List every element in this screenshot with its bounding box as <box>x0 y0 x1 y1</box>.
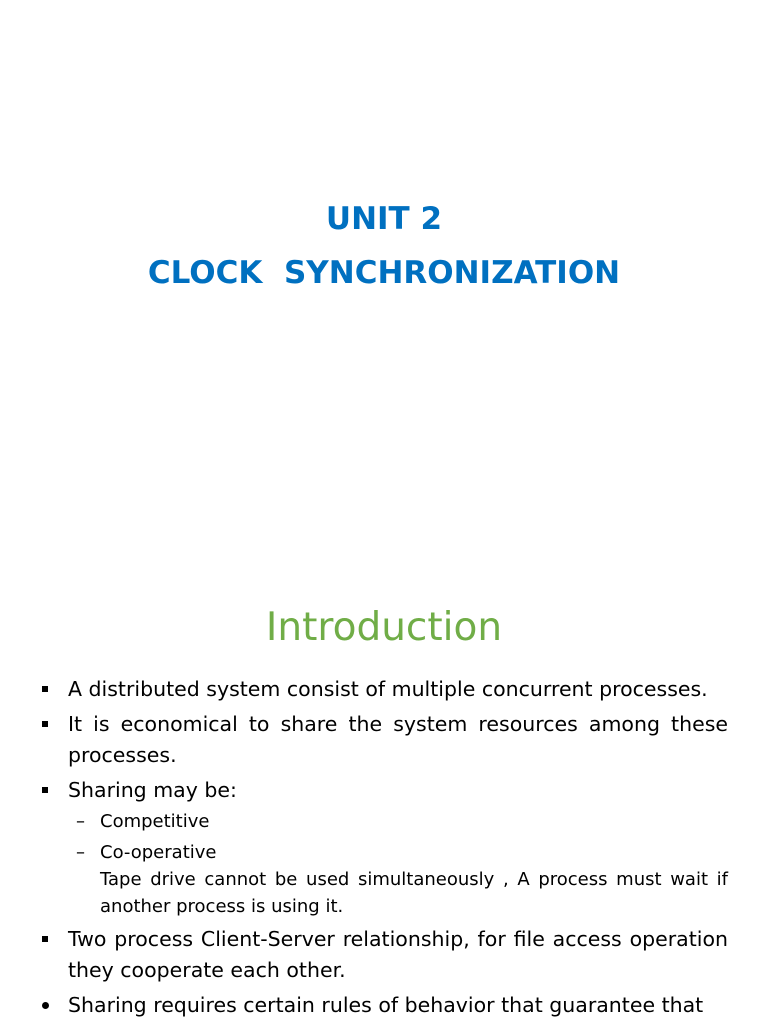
dash-bullet-icon: – <box>76 842 85 863</box>
bullet-item <box>38 709 728 771</box>
bullet-text: Sharing requires certain rules of behavior that guarantee that <box>68 993 704 1017</box>
sharing-types-list <box>68 808 728 920</box>
round-bullet-icon <box>42 1002 49 1009</box>
bullet-item <box>38 674 728 705</box>
introduction-heading: Introduction <box>265 605 503 650</box>
bullet-item <box>38 990 728 1021</box>
title-line-1: UNIT 2 <box>325 201 443 237</box>
bullet-list <box>38 674 728 1025</box>
sub-item-note: Tape drive cannot be used simultaneously , A process must wait if another process is using it. <box>100 869 728 917</box>
bullet-text: A distributed system consist of multiple concurrent processes. <box>68 677 708 701</box>
bullet-text: Two process Client-Server relationship, for file access operation they cooperate each other. <box>68 927 728 982</box>
sub-item <box>68 808 728 835</box>
bullet-item <box>38 924 728 986</box>
sub-item-label: Co-operative <box>100 842 217 863</box>
square-bullet-icon <box>42 787 48 793</box>
dash-bullet-icon: – <box>76 811 85 832</box>
title-line-2: CLOCK SYNCHRONIZATION <box>147 255 621 291</box>
square-bullet-icon <box>42 686 48 692</box>
bullet-item <box>38 775 728 920</box>
square-bullet-icon <box>42 721 48 727</box>
bullet-text: Sharing may be: <box>68 778 237 802</box>
sub-item <box>68 839 728 920</box>
sub-item-label: Competitive <box>100 811 210 832</box>
bullet-text: It is economical to share the system resources among these processes. <box>68 712 728 767</box>
slide-title <box>0 192 768 300</box>
square-bullet-icon <box>42 936 48 942</box>
